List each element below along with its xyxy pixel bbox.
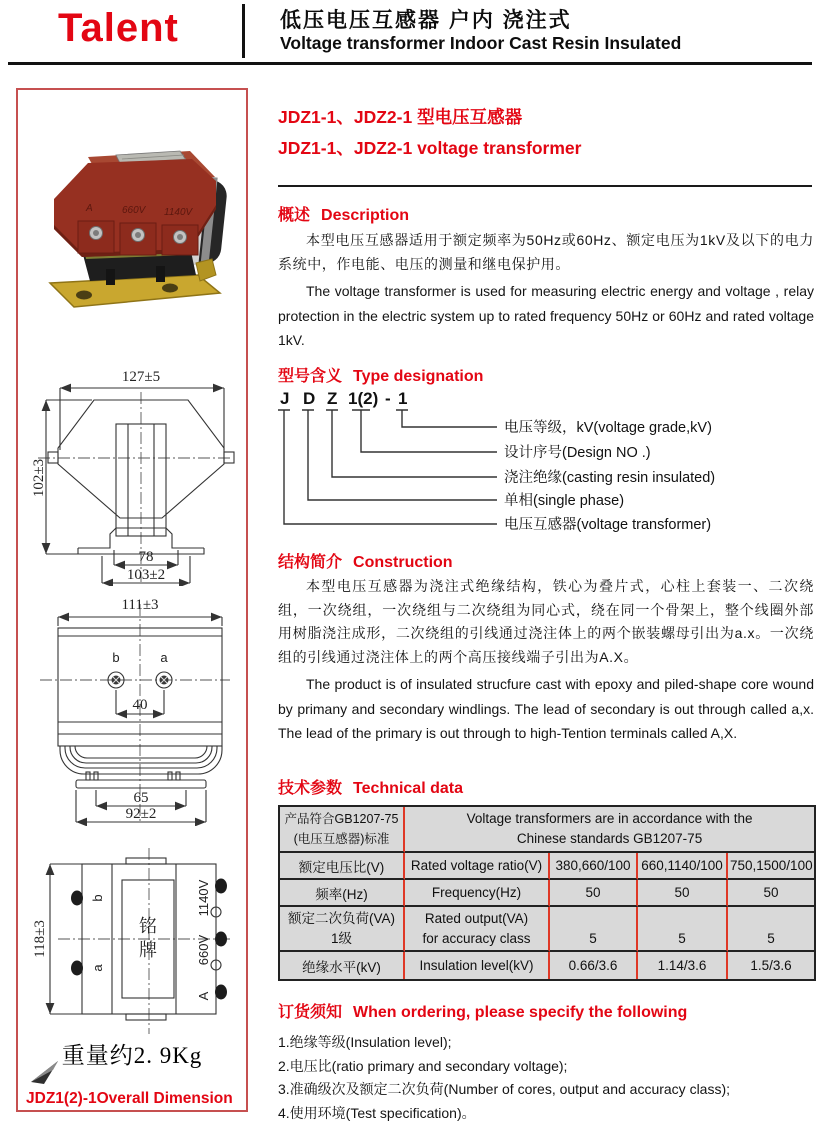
type-label-cast-resin: 浇注绝缘(casting resin insulated) [504,470,716,486]
cell-value: 1.14/3.6 [638,952,728,979]
table-cell-standard-zh: 产品符合GB1207-75 (电压互感器)标准 [280,807,405,853]
ordering-item: 1.绝缘等级(Insulation level); [278,1034,452,1050]
description-paragraphs [278,229,814,353]
page-title-zh: 低压电压互感器 户内 浇注式 [280,9,572,32]
photo-label-660v: 660V [122,205,146,216]
drawing-caption: JDZ1(2)-1Overall Dimension [26,1090,233,1107]
section-heading-technical [278,775,463,798]
cell-zh: 频率(Hz) [280,880,405,907]
type-designation-diagram [278,389,812,541]
type-label-voltage-grade: 电压等级，kV(voltage grade,kV) [504,420,712,436]
ordering-item: 4.使用环境(Test specification)。 [278,1104,476,1121]
cell-value: 50 [728,880,814,907]
front-dim-width: 127±5 [121,369,161,385]
cell-en: Rated output(VA) for accuracy class [405,907,550,952]
description-text-en: The voltage transformer is used for measuring electric energy and voltage , relay protection in the electric system up to rated frequency 50Hz or 60Hz and rated voltage 1kV. [278,283,814,348]
heading-technical-zh: 技术参数 [278,780,343,797]
front-dim-base: 103±2 [126,567,166,583]
drawing-front-view [30,368,235,586]
cell-value: 5 [638,907,728,952]
product-photo [38,135,228,315]
heading-ordering-en: When ordering, please specify the following [353,1004,688,1021]
header-divider-vertical [242,4,245,58]
type-code-J: J [280,389,290,408]
table-row-frequency [280,880,814,907]
table-cell-standard-en: Voltage transformers are in accordance with the Chinese standards GB1207-75 [405,807,814,853]
cell-en: Insulation level(kV) [405,952,550,979]
construction-paragraphs [278,575,814,746]
side-dim-base: 92±2 [125,806,157,822]
section-heading-ordering [278,999,687,1022]
cell-value: 5 [728,907,814,952]
front-dim-height: 102±3 [31,458,47,498]
side-label-a: a [160,650,168,665]
cell-value: 750,1500/100 [728,853,814,880]
type-code-dash: - [385,389,391,408]
type-code-12: 1(2) [348,389,379,408]
type-leader-lines [278,410,497,524]
table-row-insulation [280,952,814,979]
top-label-b: b [90,894,105,902]
top-dim-height: 118±3 [32,920,48,958]
cell-value: 50 [638,880,728,907]
heading-ordering-zh: 订货须知 [278,1004,343,1021]
top-label-1140v: 1140V [196,879,211,917]
heading-type-zh: 型号含义 [278,368,343,385]
description-text-zh: 本型电压互感器适用于额定频率为50Hz或60Hz、额定电压为1kV及以下的电力系统中，作电能、电压的测量和继电保护用。 [278,232,814,272]
top-label-660v: 660V [196,934,211,966]
cell-value: 50 [550,880,638,907]
cell-en: Frequency(Hz) [405,880,550,907]
brand-logo: Talent [58,6,179,50]
heading-description-zh: 概述 [278,207,311,224]
photo-body [54,151,216,257]
top-label-a: a [90,964,105,972]
side-label-b: b [112,650,120,665]
header-rule [8,62,812,65]
photo-label-a: A [86,203,93,214]
cell-value: 5 [550,907,638,952]
ordering-item: 2.电压比(ratio primary and secondary voltage); [278,1057,568,1074]
heading-type-en: Type designation [353,368,484,385]
top-label-A: A [196,991,211,1001]
top-nameplate-char2: 牌 [139,940,157,960]
technical-data-table [278,805,816,981]
side-dim-terminals: 40 [132,697,148,713]
type-label-voltage-transformer: 电压互感器(voltage transformer) [504,517,712,533]
product-title-zh: JDZ1-1、JDZ2-1 型电压互感器 [278,107,523,127]
table-row-rated-output [280,907,814,952]
heading-description-en: Description [321,207,410,224]
page-title-en: Voltage transformer Indoor Cast Resin Insulated [280,33,682,53]
ordering-list [278,1031,814,1125]
type-code-Z: Z [327,389,338,408]
cell-zh: 额定二次负荷(VA) 1级 [280,907,405,952]
type-label-design-no: 设计序号(Design NO .) [504,445,651,461]
table-row-voltage-ratio [280,853,814,880]
cell-value: 380,660/100 [550,853,638,880]
ordering-item: 3.准确级次及额定二次负荷(Number of cores, output and accuracy class); [278,1081,731,1097]
cell-zh: 绝缘水平(kV) [280,952,405,979]
cell-value: 0.66/3.6 [550,952,638,979]
side-dim-width: 111±3 [121,597,159,613]
type-code-D: D [303,389,316,408]
heading-technical-en: Technical data [353,780,463,797]
cell-value: 660,1140/100 [638,853,728,880]
cell-value: 1.5/3.6 [750,958,792,973]
construction-text-en: The product is of insulated strucfure cast with epoxy and piled-shape core wound by primany and secondary windlings. The lead of secondary is out through called a,x. The lead of the primary is out through to high-Tention terminals called A,X. [278,676,814,741]
dimension-panel [16,88,248,1112]
cell-en: Rated voltage ratio(V) [405,853,550,880]
product-title-en: JDZ1-1、JDZ2-1 voltage transformer [278,138,582,158]
drawing-top-view [30,834,235,1039]
type-code-1: 1 [398,389,408,408]
section-heading-construction [278,549,453,572]
construction-text-zh: 本型电压互感器为浇注式绝缘结构，铁心为叠片式，心柱上套装一、二次绕组，一次绕组，一次绕组与二次绕组为同心式，绕在同一个骨架上，整个线圈外部用树脂浇注成形，二次绕组的引线通过浇注体上的两个嵌装螺母引出为a.x。一次绕组的引线通过浇注体上的两个高压接线端子引出为A.X。 [278,578,814,665]
type-label-single-phase: 单相(single phase) [504,493,625,509]
top-nameplate-char1: 铭 [139,916,157,936]
weight-note: 重量约2. 9Kg [61,1043,203,1068]
heading-construction-en: Construction [353,554,453,571]
photo-label-1140v: 1140V [164,207,193,218]
side-dim-feet: 65 [133,790,149,806]
drawing-side-view [30,596,235,826]
heading-construction-zh: 结构简介 [278,554,343,571]
table-row-standard [280,807,814,853]
front-dim-feet: 78 [138,549,154,565]
cell-zh: 额定电压比(V) [280,853,405,880]
pointer-arrow-icon [30,1058,62,1086]
section-heading-type [278,363,483,386]
section-heading-description [278,202,409,225]
title-rule [278,185,812,187]
